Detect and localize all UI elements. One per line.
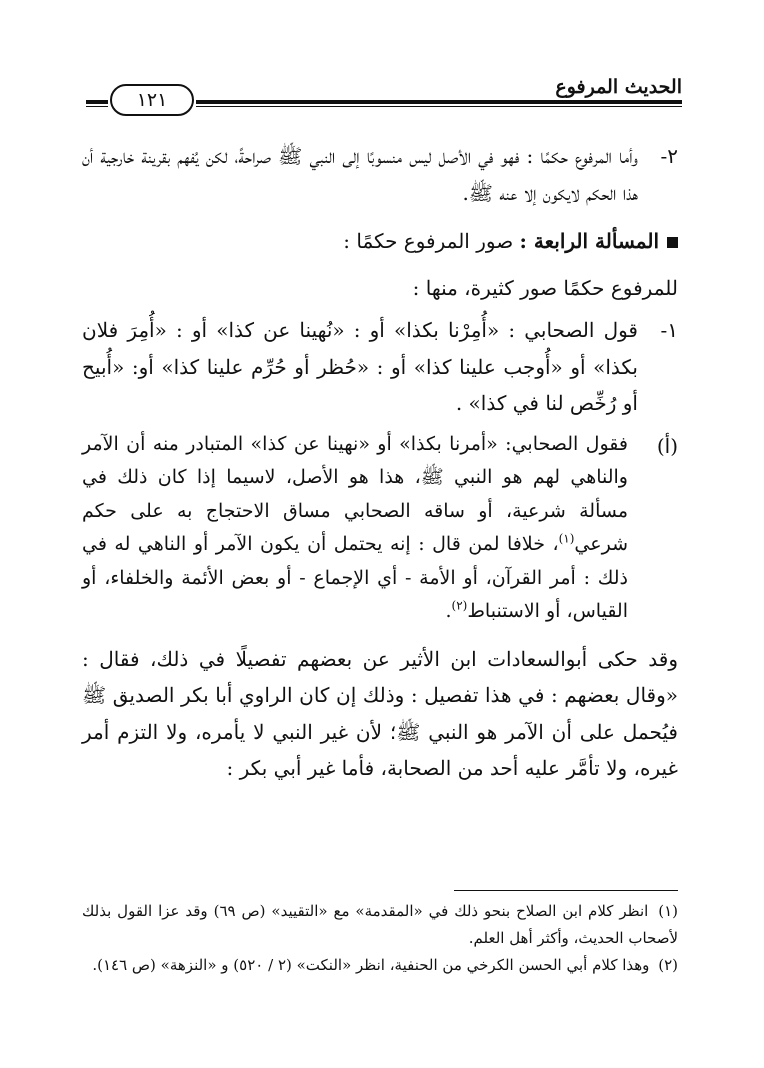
header-rule-thick	[196, 100, 682, 104]
square-bullet-icon	[667, 237, 678, 248]
sub-item-number: (أ)	[656, 433, 678, 458]
footnote-number: (٢)	[658, 956, 678, 974]
item-text: وأما المرفوع حكمًا : فهو في الأصل ليس منسوبًا إلى النبي ﷺ صراحةً، لكن يُفهم بقرينة خارجية أن هذا الحكم لايكون إلا عنه ﷺ.	[82, 144, 638, 205]
heading-label: المسألة الرابعة :	[519, 229, 659, 253]
closing-paragraph: وقد حكى أبوالسعادات ابن الأثير عن بعضهم تفصيلًا في ذلك، فقال : «وقال بعضهم : في هذا تفصيل : وذلك إن كان الراوي أبا بكر الصديق ﷺ فيُحمل على أن الآمر هو النبي ﷺ؛ لأن غير النبي لا يأمره، ولا التزم أمر غيره، ولا تأمَّر عليه أحد من الصحابة، فأما غير أبي بكر :	[82, 646, 678, 780]
footnote-1	[82, 898, 678, 952]
heading-text: صور المرفوع حكمًا :	[343, 229, 514, 253]
footnote-text: انظر كلام ابن الصلاح بنحو ذلك في «المقدمة» مع «التقييد» (ص ٦٩) وقد عزا القول بذلك لأصحاب الحديث، وأكثر أهل العلم.	[82, 902, 678, 947]
item-number: ١-	[660, 318, 678, 342]
footnote-ref-2[interactable]: (٢)	[451, 598, 468, 613]
sub-text-part-1: فقول الصحابي: «أمرنا بكذا» أو «نهينا عن كذا» المتبادر منه أن الآمر والناهي لهم هو النبي ﷺ، هذا هو الأصل، لاسيما إذا كان ذلك في مسألة شرعية، أو ساقه الصحابي مساق الاحتجاج به على حكم شرعي	[82, 432, 628, 555]
footnote-2	[82, 952, 678, 979]
header-rule-left-thick	[86, 100, 108, 104]
page-number: ١٢١	[110, 84, 194, 116]
intro-paragraph: للمرفوع حكمًا صور كثيرة، منها :	[412, 275, 678, 300]
footnote-ref-1[interactable]: (١)	[558, 531, 575, 546]
list-item-2	[82, 138, 678, 211]
page-body	[82, 138, 678, 787]
footnote-separator	[454, 890, 678, 891]
page-header	[86, 74, 682, 114]
item-number: ٢-	[660, 144, 678, 168]
section-heading	[82, 223, 678, 260]
running-title: الحديث المرفوع	[555, 76, 682, 98]
list-item-1	[82, 312, 678, 422]
header-rule-thin	[196, 106, 682, 107]
footnotes	[82, 898, 678, 979]
header-rule-left-thin	[86, 106, 108, 107]
sub-item-text	[82, 428, 628, 629]
item-text: قول الصحابي : «أُمِرْنا بكذا» أو : «نُهينا عن كذا» أو : «أُمِرَ فلان بكذا» أو «أُوجب علينا كذا» أو : «حُظر أو حُرِّم علينا كذا» أو: «أُبيح أو رُخِّص لنا في كذا» .	[82, 318, 638, 415]
sub-text-part-2: ، خلافا لمن قال : إنه يحتمل أن يكون الآمر أو الناهي له في ذلك : أمر القرآن، أو الأمة - أي الإجماع - أو بعض الأئمة والخلفاء، أو القياس، أو الاستنباط	[82, 533, 628, 622]
footnote-text: وهذا كلام أبي الحسن الكرخي من الحنفية، انظر «النكت» (٢ / ٥٢٠) و «النزهة» (ص ١٤٦).	[92, 956, 650, 974]
footnote-number: (١)	[658, 902, 678, 920]
sub-item-a	[82, 428, 678, 629]
sub-text-end: .	[445, 600, 452, 622]
